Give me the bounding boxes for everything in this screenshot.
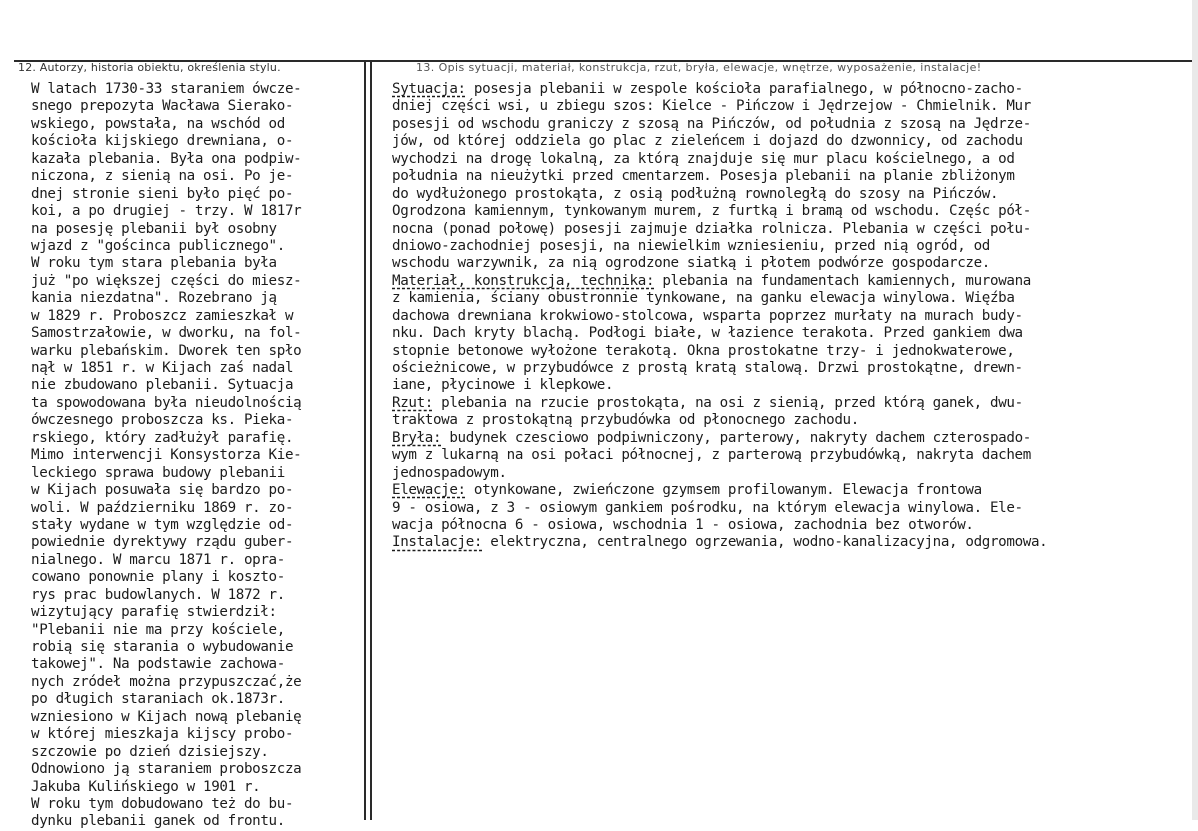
description-line-text: 9 - osiowa, z 3 - osiowym gankiem pośrodku, na którym elewacja winylowa. Ele- <box>392 499 1023 516</box>
column-divider-double <box>370 60 372 820</box>
history-line: leckiego sprawa budowy plebanii <box>31 464 285 481</box>
history-text <box>31 81 361 831</box>
history-line: koi, a po drugiej - trzy. W 1817r <box>31 203 302 220</box>
description-line-text: wacja północna 6 - osiowa, wschodnia 1 - osiowa, zachodnia bez otworów. <box>392 516 974 533</box>
history-line: po długich staraniach ok.1873r. <box>31 691 285 708</box>
description-line <box>392 221 1192 238</box>
description-line <box>392 255 1192 272</box>
description-line <box>392 377 1192 394</box>
description-line-text: dachowa drewniana krokwiowo-stolcowa, wsparta poprzez murłaty na murach budy- <box>392 307 1023 324</box>
description-line-text: elektryczna, centralnego ogrzewania, wodno-kanalizacyjna, odgromowa. <box>482 534 1048 551</box>
history-line: Odnowiono ją staraniem proboszcza <box>31 761 302 778</box>
section-label: Sytuacja: <box>392 81 466 97</box>
description-line-text: jednospadowym. <box>392 464 507 481</box>
section-label: Instalacje: <box>392 534 483 551</box>
history-line: powiednie dyrektywy rządu guber- <box>31 534 294 551</box>
description-line <box>392 534 1192 551</box>
history-line: w 1829 r. Proboszcz zamieszkał w <box>31 307 294 324</box>
history-line: na posesję plebanii był osobny <box>31 220 277 237</box>
description-line <box>392 116 1192 133</box>
description-line-text: nku. Dach kryty blachą. Podłogi białe, w łazience terakota. Przed gankiem dwa <box>392 325 1023 342</box>
description-line-text: nocna (ponad połowę) posesji zajmuje działka rolnicza. Plebania w części połu- <box>392 220 1031 237</box>
description-line-text: dniowo-zachodniej posesji, na niewielkim wzniesieniu, przed nią ogród, od <box>392 237 990 254</box>
description-line <box>392 430 1192 447</box>
description-line-text: stopnie betonowe wyłożone terakotą. Okna prostokatne trzy- i jednokwaterowe, <box>392 342 1015 359</box>
description-line-text: wychodzi na drogę lokalną, za którą znajduje się mur placu kościelnego, a od <box>392 150 1015 167</box>
history-line: ówczesnego proboszcza ks. Pieka- <box>31 412 294 429</box>
description-line-text: do wydłużonego prostokąta, z osią podłużną rownoległą do szosy na Pińczów. <box>392 185 999 202</box>
history-line: wjazd z "gościnca publicznego". <box>31 237 285 254</box>
description-line <box>392 238 1192 255</box>
description-line-text: jów, od której oddziela go plac z zieleńcem i dojazd do dzwonnicy, od zachodu <box>392 133 1023 150</box>
history-line: kania niezdatna". Rozebrano ją <box>31 290 277 307</box>
description-line <box>392 186 1192 203</box>
history-line: dynku plebanii ganek od frontu. <box>31 813 285 830</box>
description-line-text: iane, płycinowe i klepkowe. <box>392 377 614 394</box>
section-label: Rzut: <box>392 394 433 411</box>
history-line: nialnego. W marcu 1871 r. opra- <box>31 551 285 568</box>
column-divider <box>364 60 366 820</box>
history-line: rys prac budowlanych. W 1872 r. <box>31 586 285 603</box>
description-line-text: Ogrodzona kamiennym, tynkowanym murem, z furtką i bramą od wschodu. Częśc pół- <box>392 203 1031 220</box>
history-line: robią się starania o wybudowanie <box>31 639 294 655</box>
description-line <box>392 133 1192 150</box>
history-line: nął w 1851 r. w Kijach zaś nadal <box>31 360 294 376</box>
history-line: stały wydane w tym względzie od- <box>31 516 294 533</box>
description-line-text: budynek czesciowo podpiwniczony, parterowy, nakryty dachem czterospado- <box>441 429 1031 446</box>
history-line: warku plebańskim. Dworek ten spło <box>31 342 302 359</box>
history-line: nych zródeł można przypuszczać,że <box>31 673 302 690</box>
description-line-text: ościeżnicowe, w przybudówce z prostą kratą stalową. Drzwi prostokątne, drewn- <box>392 360 1023 376</box>
history-line: woli. W październiku 1869 r. zo- <box>31 499 294 516</box>
history-line: rskiego, który zadłużył parafię. <box>31 429 294 446</box>
history-line: kazała plebania. Była ona podpiw- <box>31 150 302 167</box>
description-line <box>392 447 1192 464</box>
history-line: wzniesiono w Kijach nową plebanię <box>31 708 302 725</box>
description-line <box>392 343 1192 360</box>
description-line <box>392 500 1192 517</box>
history-line: nie zbudowano plebanii. Sytuacja <box>31 377 294 394</box>
description-line <box>392 308 1192 325</box>
description-line <box>392 360 1192 377</box>
section-label: Bryła: <box>392 429 442 446</box>
history-line: Samostrzałowie, w dworku, na fol- <box>31 325 302 342</box>
description-line <box>392 412 1192 429</box>
description-text <box>392 81 1192 552</box>
history-line: Mimo interwencji Konsystorza Kie- <box>31 447 302 464</box>
description-line-text: posesja plebanii w zespole kościoła parafialnego, w północno-zacho- <box>465 81 1023 97</box>
history-line: takowej". Na podstawie zachowa- <box>31 656 285 673</box>
description-line-text: z kamienia, ściany obustronnie tynkowane, na ganku elewacja winylowa. Więźba <box>392 290 1015 307</box>
description-line <box>392 273 1192 290</box>
description-line <box>392 203 1192 220</box>
description-line <box>392 482 1192 499</box>
description-line <box>392 290 1192 307</box>
history-line: W roku tym stara plebania była <box>31 255 277 272</box>
history-line: snego prepozyta Wacława Sierako- <box>31 98 294 115</box>
history-line: "Plebanii nie ma przy kościele, <box>31 621 285 638</box>
description-section-header: 13. Opis sytuacji, materiał, konstrukcja, rzut, bryła, elewacje, wnętrze, wyposażenie, instalacje! <box>416 61 982 74</box>
history-line: już "po większej części do miesz- <box>31 272 302 289</box>
section-label: Elewacje: <box>392 482 466 499</box>
history-line: W latach 1730-33 staraniem ówcze- <box>31 81 302 97</box>
description-line <box>392 465 1192 482</box>
description-line-text: traktowa z prostokątną przybudówka od płonocnego zachodu. <box>392 412 859 429</box>
description-line-text: plebania na rzucie prostokąta, na osi z sienią, przed którą ganek, dwu- <box>432 394 1023 411</box>
history-line: kościoła kijskiego drewniana, o- <box>31 133 294 150</box>
description-line <box>392 325 1192 342</box>
page-edge <box>1192 0 1198 820</box>
history-line: wskiego, powstała, na wschód od <box>31 115 285 132</box>
section-label: Materiał, konstrukcja, technika: <box>392 272 655 289</box>
history-line: ta spowodowana była nieudolnością <box>31 394 302 411</box>
history-line: dnej stronie sieni było pięć po- <box>31 185 294 202</box>
history-line: Jakuba Kulińskiego w 1901 r. <box>31 778 261 795</box>
description-line-text: wschodu warzywnik, za nią ogrodzone siatką i płotem podwórze gospodarcze. <box>392 255 990 272</box>
description-line <box>392 168 1192 185</box>
history-line: w której mieszkaja kijscy probo- <box>31 726 294 743</box>
description-line <box>392 395 1192 412</box>
description-line-text: posesji od wschodu graniczy z szosą na Pińczów, od południa z szosą na Jędrze- <box>392 115 1031 132</box>
history-line: cowano ponownie plany i kosztо- <box>31 569 285 586</box>
history-line: szczowie po dzień dzisiejszy. <box>31 743 269 760</box>
history-line: niczona, z sienią na osi. Po je- <box>31 168 294 185</box>
history-line: W roku tym dobudowano też do bu- <box>31 795 294 812</box>
description-line-text: dniej części wsi, u zbiegu szos: Kielce - Pińczow i Jędrzejow - Chmielnik. Mur <box>392 98 1031 115</box>
description-line <box>392 517 1192 534</box>
history-line: wizytujący parafię stwierdził: <box>31 604 277 621</box>
description-line <box>392 98 1192 115</box>
history-line: w Kijach posuwała się bardzo po- <box>31 482 294 499</box>
description-line-text: otynkowane, zwieńczone gzymsem profilowanym. Elewacja frontowa <box>465 482 982 499</box>
description-line <box>392 151 1192 168</box>
description-line <box>392 81 1192 98</box>
description-line-text: wym z lukarną na osi połaci północnej, z parterową przybudówką, nakryta dachem <box>392 447 1031 464</box>
history-section-header: 12. Autorzy, historia obiektu, określenia stylu. <box>18 61 281 74</box>
description-line-text: plebania na fundamentach kamiennych, murowana <box>654 272 1031 289</box>
description-line-text: południa na nieużytki przed cmentarzem. Posesja plebanii na planie zbliżonym <box>392 168 1015 185</box>
